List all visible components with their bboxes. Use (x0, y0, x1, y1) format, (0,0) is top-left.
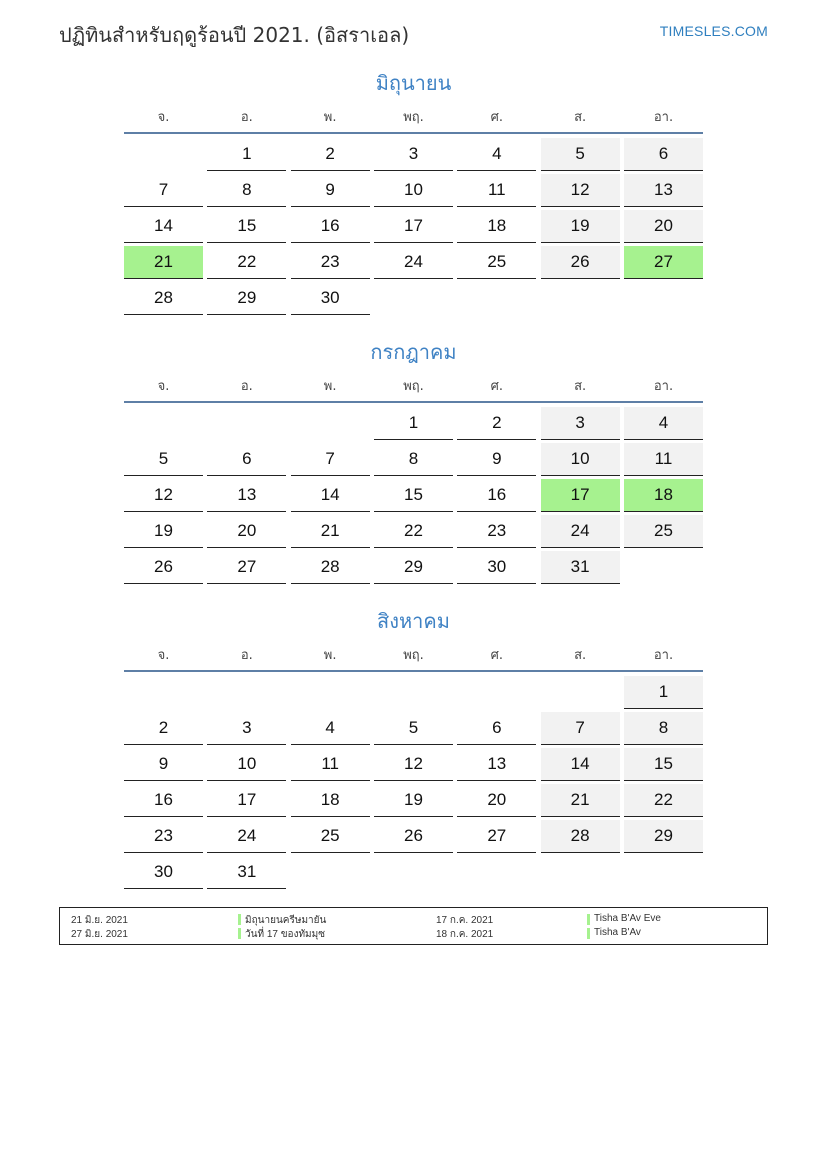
month-title: มิถุนายน (375, 71, 452, 95)
day-cell: 30 (457, 551, 536, 584)
empty-day-cell (374, 676, 453, 708)
weekend-day-cell: 29 (624, 820, 703, 853)
weekend-day-cell: 6 (624, 138, 703, 171)
legend-date: 21 มิ.ย. 2021 (71, 915, 128, 926)
day-cell: 8 (207, 174, 286, 207)
brand-link[interactable]: TIMESLES.COM (659, 23, 768, 39)
weekend-day-cell: 4 (624, 407, 703, 440)
day-cell: 13 (457, 748, 536, 781)
month-august (124, 606, 703, 889)
weekday-label: ศ. (490, 379, 503, 394)
day-cell: 9 (457, 443, 536, 476)
day-cell: 5 (374, 712, 453, 745)
empty-day-cell (124, 138, 203, 170)
day-cell: 2 (124, 712, 203, 745)
day-cell: 12 (124, 479, 203, 512)
weekend-day-cell: 19 (541, 210, 620, 243)
day-cell: 11 (457, 174, 536, 207)
weekend-day-cell: 8 (624, 712, 703, 745)
weekday-label: ศ. (490, 110, 503, 125)
day-cell: 30 (291, 282, 370, 315)
weekend-day-cell: 3 (541, 407, 620, 440)
day-cell: 25 (457, 246, 536, 279)
page-title: ปฏิทินสำหรับฤดูร้อนปี 2021. (อิสราเอล) (59, 23, 410, 47)
weekend-day-cell: 28 (541, 820, 620, 853)
weekday-label: ศ. (490, 648, 503, 663)
day-cell: 6 (207, 443, 286, 476)
day-cell: 20 (207, 515, 286, 548)
weekend-day-cell: 10 (541, 443, 620, 476)
day-cell: 17 (374, 210, 453, 243)
day-grid (124, 407, 703, 584)
weekend-day-cell: 25 (624, 515, 703, 548)
day-cell: 3 (374, 138, 453, 171)
empty-day-cell (124, 407, 203, 439)
weekday-label: จ. (157, 379, 170, 394)
day-cell: 8 (374, 443, 453, 476)
month-title: สิงหาคม (377, 609, 450, 633)
weekend-day-cell: 14 (541, 748, 620, 781)
holiday-day-cell: 18 (624, 479, 703, 512)
day-cell: 31 (207, 856, 286, 889)
header-divider (124, 132, 703, 134)
weekend-day-cell: 12 (541, 174, 620, 207)
weekday-header (124, 375, 703, 397)
empty-day-cell (541, 676, 620, 708)
weekday-label: พฤ. (403, 110, 424, 125)
weekday-label: ส. (574, 110, 587, 125)
weekend-day-cell: 22 (624, 784, 703, 817)
empty-day-cell (291, 407, 370, 439)
day-cell: 14 (124, 210, 203, 243)
empty-day-cell (207, 676, 286, 708)
weekend-day-cell: 7 (541, 712, 620, 745)
weekend-day-cell: 21 (541, 784, 620, 817)
weekday-header (124, 644, 703, 666)
day-cell: 1 (207, 138, 286, 171)
weekend-day-cell: 11 (624, 443, 703, 476)
weekday-label: อ. (240, 110, 253, 125)
day-cell: 13 (207, 479, 286, 512)
legend-holiday-name: วันที่ 17 ของทัมมุซ (238, 927, 325, 942)
day-cell: 4 (457, 138, 536, 171)
day-cell: 28 (124, 282, 203, 315)
weekday-label: พ. (323, 648, 337, 663)
day-cell: 26 (374, 820, 453, 853)
day-cell: 22 (207, 246, 286, 279)
day-cell: 23 (124, 820, 203, 853)
day-cell: 2 (457, 407, 536, 440)
weekday-label: อา. (653, 379, 674, 394)
day-cell: 16 (291, 210, 370, 243)
weekend-day-cell: 20 (624, 210, 703, 243)
day-cell: 27 (207, 551, 286, 584)
day-cell: 3 (207, 712, 286, 745)
day-cell: 17 (207, 784, 286, 817)
weekend-day-cell: 1 (624, 676, 703, 709)
day-cell: 10 (207, 748, 286, 781)
day-cell: 19 (124, 515, 203, 548)
weekend-day-cell: 15 (624, 748, 703, 781)
weekday-label: อ. (240, 648, 253, 663)
day-grid (124, 676, 703, 889)
day-cell: 16 (124, 784, 203, 817)
day-cell: 15 (374, 479, 453, 512)
weekday-label: พฤ. (403, 379, 424, 394)
day-cell: 20 (457, 784, 536, 817)
header-divider (124, 670, 703, 672)
day-cell: 11 (291, 748, 370, 781)
day-cell: 29 (374, 551, 453, 584)
day-cell: 15 (207, 210, 286, 243)
day-cell: 18 (457, 210, 536, 243)
day-cell: 16 (457, 479, 536, 512)
weekday-label: พฤ. (403, 648, 424, 663)
weekday-label: ส. (574, 648, 587, 663)
day-cell: 7 (291, 443, 370, 476)
day-cell: 21 (291, 515, 370, 548)
day-cell: 18 (291, 784, 370, 817)
day-cell: 26 (124, 551, 203, 584)
day-cell: 4 (291, 712, 370, 745)
weekday-label: อ. (240, 379, 253, 394)
day-cell: 1 (374, 407, 453, 440)
holiday-day-cell: 27 (624, 246, 703, 279)
legend-holiday-name: มิถุนายนครีษมายัน (238, 913, 326, 928)
day-cell: 5 (124, 443, 203, 476)
weekday-label: พ. (323, 379, 337, 394)
holiday-day-cell: 21 (124, 246, 203, 279)
day-cell: 24 (207, 820, 286, 853)
weekday-label: จ. (157, 648, 170, 663)
day-cell: 28 (291, 551, 370, 584)
day-grid (124, 138, 703, 315)
weekend-day-cell: 13 (624, 174, 703, 207)
day-cell: 12 (374, 748, 453, 781)
empty-day-cell (124, 676, 203, 708)
legend-date: 18 ก.ค. 2021 (436, 929, 494, 940)
weekday-label: อา. (653, 110, 674, 125)
weekday-label: อา. (653, 648, 674, 663)
legend-date: 27 มิ.ย. 2021 (71, 929, 128, 940)
day-cell: 25 (291, 820, 370, 853)
day-cell: 19 (374, 784, 453, 817)
day-cell: 9 (291, 174, 370, 207)
month-june (124, 68, 703, 315)
weekday-header (124, 106, 703, 128)
empty-day-cell (207, 407, 286, 439)
day-cell: 9 (124, 748, 203, 781)
holiday-day-cell: 17 (541, 479, 620, 512)
day-cell: 30 (124, 856, 203, 889)
weekend-day-cell: 24 (541, 515, 620, 548)
legend-holiday-name: Tisha B'Av Eve (587, 913, 661, 924)
month-title: กรกฎาคม (370, 340, 457, 364)
weekend-day-cell: 5 (541, 138, 620, 171)
holiday-legend (59, 907, 768, 945)
empty-day-cell (291, 676, 370, 708)
day-cell: 29 (207, 282, 286, 315)
month-july (124, 337, 703, 584)
day-cell: 2 (291, 138, 370, 171)
weekday-label: พ. (323, 110, 337, 125)
day-cell: 23 (457, 515, 536, 548)
day-cell: 24 (374, 246, 453, 279)
weekend-day-cell: 26 (541, 246, 620, 279)
empty-day-cell (457, 676, 536, 708)
day-cell: 6 (457, 712, 536, 745)
day-cell: 7 (124, 174, 203, 207)
day-cell: 14 (291, 479, 370, 512)
legend-holiday-name: Tisha B'Av (587, 927, 641, 938)
day-cell: 23 (291, 246, 370, 279)
legend-date: 17 ก.ค. 2021 (436, 915, 494, 926)
weekend-day-cell: 31 (541, 551, 620, 584)
day-cell: 22 (374, 515, 453, 548)
day-cell: 27 (457, 820, 536, 853)
weekday-label: ส. (574, 379, 587, 394)
day-cell: 10 (374, 174, 453, 207)
header-divider (124, 401, 703, 403)
weekday-label: จ. (157, 110, 170, 125)
